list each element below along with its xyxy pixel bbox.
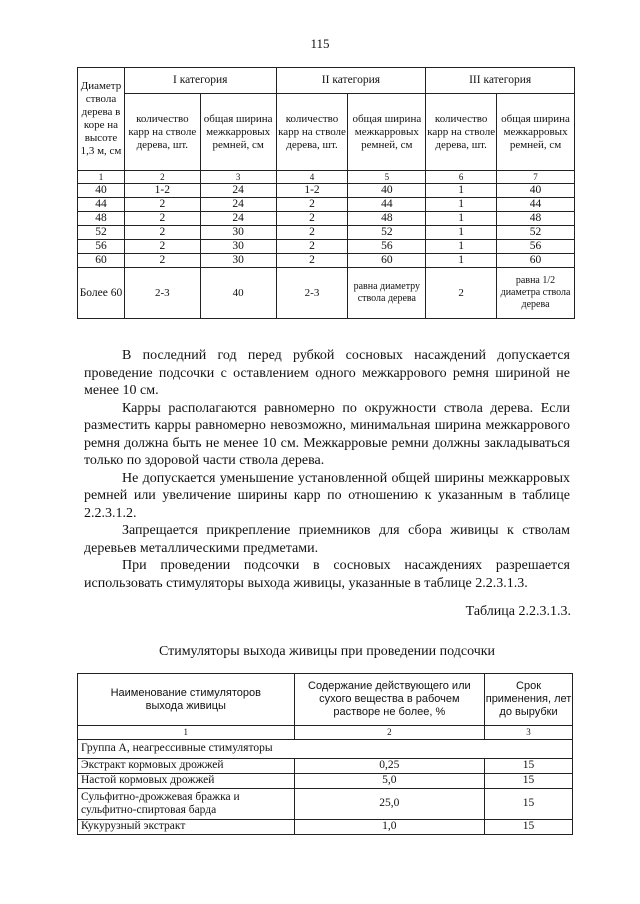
table-cell: 52 bbox=[497, 226, 575, 240]
column-header: Содержание действующего или сухого вещества в рабочем растворе не более, % bbox=[294, 674, 484, 726]
sub-header: общая ширина межкарровых ремней, см bbox=[200, 94, 276, 171]
paragraph: При проведении подсочки в сосновых насаждениях разрешается использовать стимуляторы выхода живицы, указанные в таблице 2.2.3.1.3. bbox=[84, 558, 570, 591]
paragraph: Не допускается уменьшение установленной общей ширины межкарровых ремней или увеличение ширины карр по отношению к указанным в таблице 2.2.3.1.2. bbox=[84, 470, 570, 521]
table-cell: 60 bbox=[78, 254, 125, 268]
table-cell: 30 bbox=[200, 240, 276, 254]
paragraph: Запрещается прикрепление приемников для сбора живицы к стволам деревьев металлическими предметами. bbox=[84, 523, 570, 556]
table-row bbox=[78, 254, 575, 268]
table-cell: 1 bbox=[426, 240, 497, 254]
table-cell: 44 bbox=[497, 198, 575, 212]
sub-header: количество карр на стволе дерева, шт. bbox=[124, 94, 200, 171]
stimulator-name: Настой кормовых дрожжей bbox=[78, 774, 295, 789]
sub-header: количество карр на стволе дерева, шт. bbox=[276, 94, 348, 171]
table-cell: 30 bbox=[200, 226, 276, 240]
column-number: 2 bbox=[124, 171, 200, 184]
stimulator-name: Экстракт кормовых дрожжей bbox=[78, 759, 295, 774]
stimulator-name: Сульфитно-дрожжевая бражка и сульфитно-спиртовая барда bbox=[78, 789, 295, 820]
table-cell: 56 bbox=[78, 240, 125, 254]
table-cell: 1-2 bbox=[276, 184, 348, 198]
table-cell: 30 bbox=[200, 254, 276, 268]
table-cell: 2 bbox=[276, 226, 348, 240]
table-cell: равна диаметру ствола дерева bbox=[348, 268, 426, 319]
table-row bbox=[78, 212, 575, 226]
table-cell: 2 bbox=[276, 212, 348, 226]
category-3-header: III категория bbox=[426, 68, 575, 94]
concentration: 0,25 bbox=[294, 759, 484, 774]
usage-period: 15 bbox=[485, 774, 573, 789]
column-number: 7 bbox=[497, 171, 575, 184]
table-cell: 48 bbox=[78, 212, 125, 226]
table-cell: 1 bbox=[426, 198, 497, 212]
paragraph: В последний год перед рубкой сосновых насаждений допускается проведение подсочки с оставлением одного межкаррового ремня шириной не менее 10 см. bbox=[84, 348, 570, 398]
table-row bbox=[78, 198, 575, 212]
column-number: 3 bbox=[485, 726, 573, 740]
table-cell: 48 bbox=[348, 212, 426, 226]
table-row bbox=[78, 820, 573, 835]
table-cell: 2 bbox=[124, 254, 200, 268]
page-number: 115 bbox=[310, 36, 330, 51]
column-number: 3 bbox=[200, 171, 276, 184]
body-text bbox=[84, 347, 570, 592]
stimulator-name: Кукурузный экстракт bbox=[78, 820, 295, 835]
table-cell: 56 bbox=[348, 240, 426, 254]
table-row bbox=[78, 774, 573, 789]
usage-period: 15 bbox=[485, 759, 573, 774]
table-cell: 2 bbox=[426, 268, 497, 319]
table-cell: 1 bbox=[426, 254, 497, 268]
concentration: 5,0 bbox=[294, 774, 484, 789]
sub-header: количество карр на стволе дерева, шт. bbox=[426, 94, 497, 171]
table-cell: 60 bbox=[497, 254, 575, 268]
diameter-header: Диаметр ствола дерева в коре на высоте 1,3 м, см bbox=[78, 68, 125, 171]
table-row bbox=[78, 184, 575, 198]
table-cell: 40 bbox=[78, 184, 125, 198]
table-cell: 1 bbox=[426, 184, 497, 198]
column-number-row bbox=[78, 171, 575, 184]
table-cell: Более 60 bbox=[78, 268, 125, 319]
table-cell: 2 bbox=[276, 240, 348, 254]
table-cell: 60 bbox=[348, 254, 426, 268]
usage-period: 15 bbox=[485, 789, 573, 820]
table-cell: 52 bbox=[348, 226, 426, 240]
table-cell: 24 bbox=[200, 198, 276, 212]
column-number-row bbox=[78, 726, 573, 740]
table-label: Таблица 2.2.3.1.3. bbox=[465, 604, 571, 619]
table-row bbox=[78, 240, 575, 254]
column-number: 1 bbox=[78, 171, 125, 184]
column-number: 2 bbox=[294, 726, 484, 740]
table-row bbox=[78, 268, 575, 319]
table-row bbox=[78, 789, 573, 820]
stimulators-table bbox=[77, 673, 573, 835]
paragraph: Карры располагаются равномерно по окружности ствола дерева. Если разместить карры равномерно невозможно, минимальная ширина межкаррового ремня должна быть не менее 10 см. Межкарровые ремни должны закладываться только по здоровой части ствола дерева. bbox=[84, 400, 570, 468]
table-cell: 2 bbox=[124, 240, 200, 254]
table-cell: 2 bbox=[276, 254, 348, 268]
table-cell: 24 bbox=[200, 212, 276, 226]
table-cell: 52 bbox=[78, 226, 125, 240]
table-row bbox=[78, 226, 575, 240]
table-cell: 2 bbox=[124, 226, 200, 240]
table-cell: 44 bbox=[78, 198, 125, 212]
column-number: 5 bbox=[348, 171, 426, 184]
table-row bbox=[78, 759, 573, 774]
group-row bbox=[78, 740, 573, 759]
table-cell: равна 1/2 диаметра ствола дерева bbox=[497, 268, 575, 319]
table-cell: 40 bbox=[348, 184, 426, 198]
category-2-header: II категория bbox=[276, 68, 426, 94]
table-cell: 40 bbox=[200, 268, 276, 319]
table-cell: 2 bbox=[124, 212, 200, 226]
group-label: Группа А, неагрессивные стимуляторы bbox=[78, 740, 573, 759]
concentration: 25,0 bbox=[294, 789, 484, 820]
table-cell: 48 bbox=[497, 212, 575, 226]
usage-period: 15 bbox=[485, 820, 573, 835]
category-1-header: I категория bbox=[124, 68, 276, 94]
table-cell: 2-3 bbox=[276, 268, 348, 319]
table-cell: 2 bbox=[276, 198, 348, 212]
column-header: Срок применения, лет до вырубки bbox=[485, 674, 573, 726]
column-number: 4 bbox=[276, 171, 348, 184]
table-cell: 1-2 bbox=[124, 184, 200, 198]
sub-header: общая ширина межкарровых ремней, см bbox=[348, 94, 426, 171]
table-cell: 44 bbox=[348, 198, 426, 212]
table-cell: 2-3 bbox=[124, 268, 200, 319]
table-title: Стимуляторы выхода живицы при проведении подсочки bbox=[158, 644, 496, 659]
sub-header: общая ширина межкарровых ремней, см bbox=[497, 94, 575, 171]
table-cell: 40 bbox=[497, 184, 575, 198]
table-cell: 24 bbox=[200, 184, 276, 198]
table-cell: 56 bbox=[497, 240, 575, 254]
table-cell: 1 bbox=[426, 226, 497, 240]
table-cell: 1 bbox=[426, 212, 497, 226]
column-header: Наименование стимуляторов выхода живицы bbox=[78, 674, 295, 726]
column-number: 1 bbox=[78, 726, 295, 740]
concentration: 1,0 bbox=[294, 820, 484, 835]
column-number: 6 bbox=[426, 171, 497, 184]
table-cell: 2 bbox=[124, 198, 200, 212]
resin-tapping-table bbox=[77, 67, 575, 319]
